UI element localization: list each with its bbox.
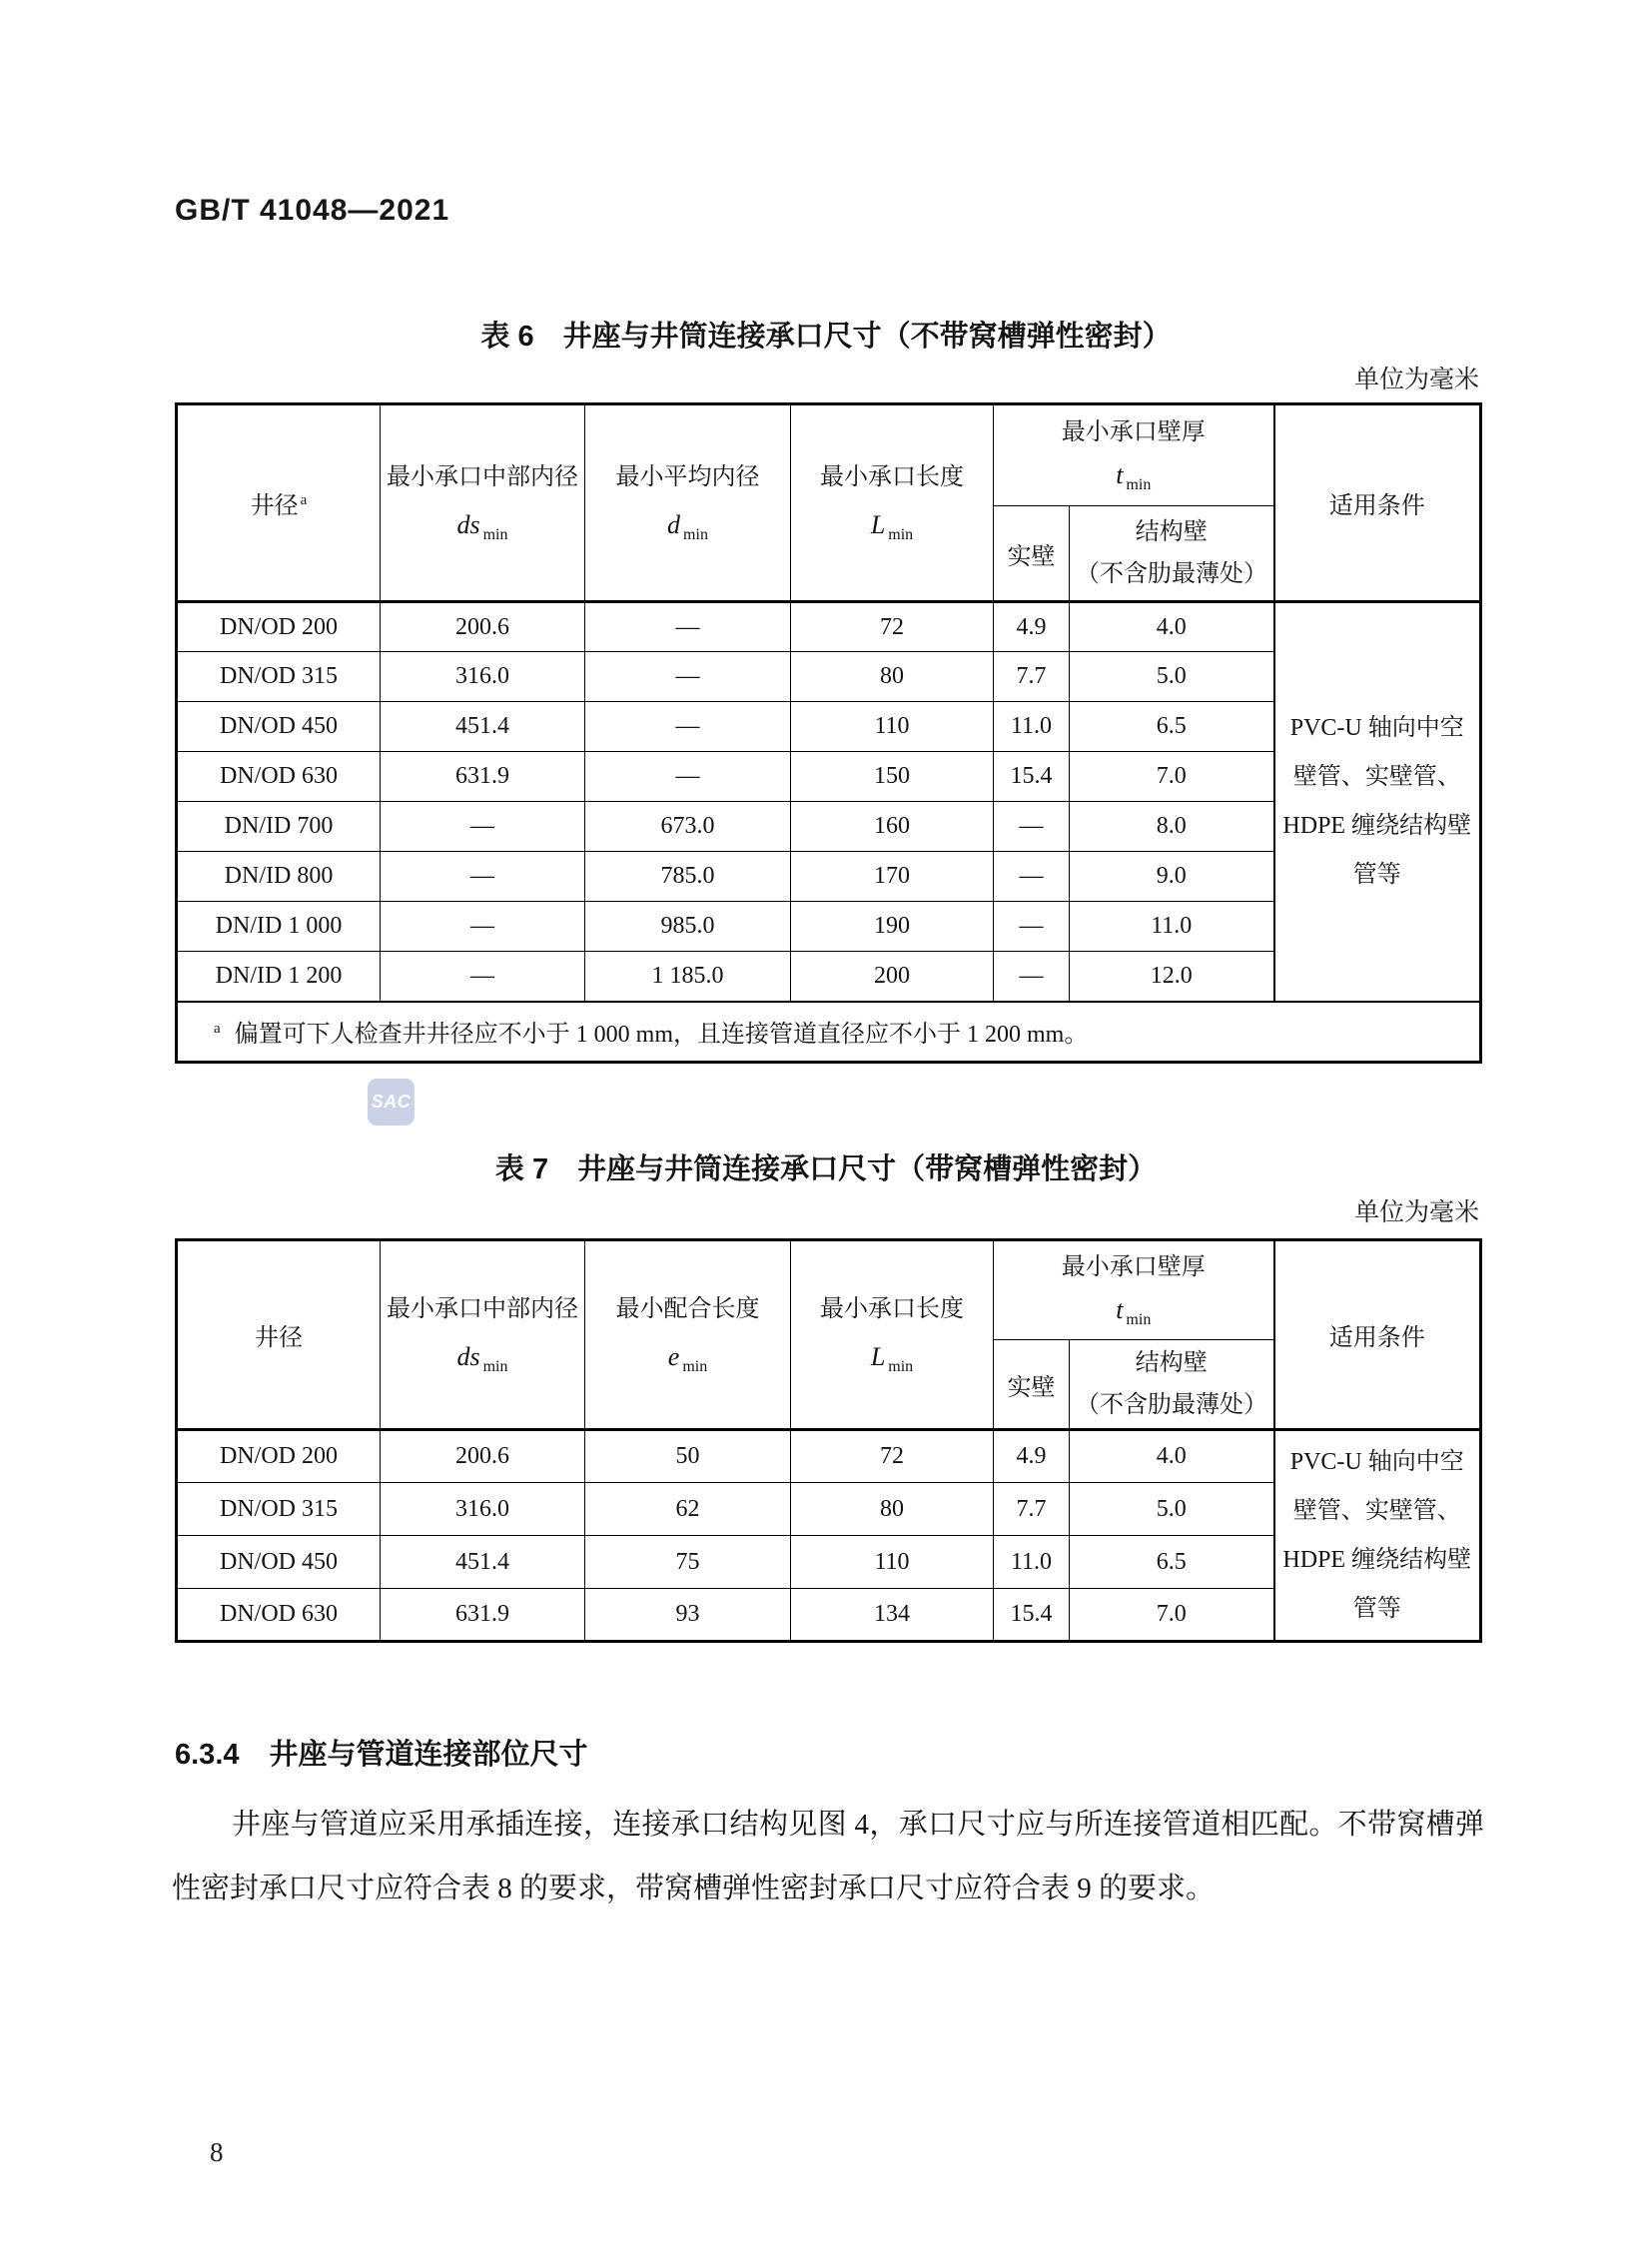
header-L-symbol	[797, 510, 987, 544]
var-ds: ds	[456, 509, 480, 539]
section-title: 井座与管道连接部位尺寸	[269, 1739, 588, 1771]
table6	[175, 402, 1482, 1064]
cell-struct: 6.5	[1070, 1536, 1274, 1589]
cell-struct: 5.0	[1070, 652, 1274, 702]
header-ds-label: 最小承口中部内径	[387, 464, 578, 491]
table6-header-L	[791, 404, 994, 602]
header-e-symbol	[591, 1342, 784, 1376]
cell-d: 985.0	[585, 902, 791, 952]
footnote-marker-a: a	[214, 1021, 221, 1037]
table6-header-conditions: 适用条件	[1274, 404, 1481, 602]
section-heading-6-3-4	[175, 1732, 588, 1773]
cell-L: 72	[791, 1430, 994, 1483]
body-paragraph: 井座与管道应采用承插连接，连接承口结构见图 4，承口尺寸应与所连接管道相匹配。不带窝槽弹性密封承口尺寸应符合表 8 的要求，带窝槽弹性密封承口尺寸应符合表 9 的要求。	[172, 1809, 1484, 1904]
sub-min: min	[1126, 1311, 1152, 1329]
table-row	[177, 1430, 1481, 1483]
cell-solid: —	[994, 802, 1070, 852]
cell-d: 1 185.0	[585, 952, 791, 1002]
cell-ds: 200.6	[381, 1430, 585, 1483]
header-t-label: 最小承口壁厚	[1061, 418, 1206, 445]
table6-applicable-conditions: PVC-U 轴向中空壁管、实壁管、HDPE 缠绕结构壁管等	[1274, 602, 1481, 1002]
sub-min: min	[888, 525, 914, 543]
table7-header-e	[585, 1240, 791, 1430]
table6-footnote	[177, 1002, 1481, 1063]
cell-e: 50	[585, 1430, 791, 1483]
table6-header-d	[585, 404, 791, 602]
cell-struct: 7.0	[1070, 1589, 1274, 1642]
header-ds-label: 最小承口中部内径	[387, 1296, 578, 1323]
footnote-text: 偏置可下人检查井井径应不小于 1 000 mm，且连接管道直径应不小于 1 200 mm。	[234, 1022, 1089, 1048]
table7-header-structured-wall	[1070, 1340, 1274, 1430]
table7-unit-label: 单位为毫米	[1353, 1199, 1479, 1226]
table6-footnote-row	[177, 1002, 1481, 1063]
table7-header-row-1	[177, 1240, 1481, 1340]
sub-min: min	[1126, 476, 1152, 494]
cell-d: —	[585, 602, 791, 652]
cell-d: —	[585, 652, 791, 702]
var-L: L	[870, 1341, 886, 1371]
table7-applicable-conditions: PVC-U 轴向中空壁管、实壁管、HDPE 缠绕结构壁管等	[1274, 1430, 1481, 1642]
table7-header-solid-wall: 实壁	[994, 1340, 1070, 1430]
table6-title: 表 6 井座与井筒连接承口尺寸（不带窝槽弹性密封）	[480, 321, 1172, 353]
table6-header-diameter	[177, 404, 381, 602]
cell-L: 200	[791, 952, 994, 1002]
cell-solid: 7.7	[994, 1483, 1070, 1536]
cell-struct: 4.0	[1070, 602, 1274, 652]
table7-header-L	[791, 1240, 994, 1430]
var-t: t	[1116, 460, 1124, 490]
cell-solid: 11.0	[994, 1536, 1070, 1589]
cell-e: 75	[585, 1536, 791, 1589]
header-L-label: 最小承口长度	[820, 464, 964, 491]
section-number: 6.3.4	[175, 1739, 240, 1771]
cell-diameter: DN/OD 630	[177, 1589, 381, 1642]
cell-ds: 451.4	[381, 1536, 585, 1589]
structured-wall-line1: 结构壁	[1135, 519, 1208, 545]
cell-ds: —	[381, 802, 585, 852]
table6-header-structured-wall	[1070, 506, 1274, 602]
cell-ds: 316.0	[381, 652, 585, 702]
structured-wall-line1: 结构壁	[1135, 1350, 1208, 1376]
cell-struct: 9.0	[1070, 852, 1274, 902]
header-ds-symbol	[387, 510, 578, 544]
table7-header-ds	[381, 1240, 585, 1430]
table7-header-conditions: 适用条件	[1274, 1240, 1481, 1430]
cell-L: 110	[791, 702, 994, 752]
cell-solid: —	[994, 902, 1070, 952]
sub-min: min	[888, 1357, 914, 1375]
var-ds: ds	[456, 1341, 480, 1371]
var-d: d	[667, 509, 681, 539]
cell-ds: 631.9	[381, 1589, 585, 1642]
table6-header-wall-thickness-group	[994, 404, 1274, 506]
table6-header-row-1	[177, 404, 1481, 506]
var-t: t	[1116, 1295, 1124, 1325]
header-d-label: 最小平均内径	[615, 464, 760, 491]
var-L: L	[870, 509, 886, 539]
cell-L: 190	[791, 902, 994, 952]
cell-solid: 4.9	[994, 1430, 1070, 1483]
cell-L: 160	[791, 802, 994, 852]
cell-struct: 11.0	[1070, 902, 1274, 952]
cell-d: 785.0	[585, 852, 791, 902]
footnote-marker-a: a	[300, 492, 308, 508]
cell-struct: 6.5	[1070, 702, 1274, 752]
structured-wall-line2: （不含肋最薄处）	[1076, 561, 1267, 587]
table7	[175, 1238, 1482, 1643]
cell-struct: 7.0	[1070, 752, 1274, 802]
header-t-label: 最小承口壁厚	[1061, 1253, 1206, 1280]
cell-diameter: DN/ID 1 000	[177, 902, 381, 952]
sub-min: min	[682, 1357, 708, 1375]
cell-ds: 451.4	[381, 702, 585, 752]
cell-struct: 5.0	[1070, 1483, 1274, 1536]
cell-L: 170	[791, 852, 994, 902]
cell-struct: 4.0	[1070, 1430, 1274, 1483]
cell-L: 134	[791, 1589, 994, 1642]
table7-title: 表 7 井座与井筒连接承口尺寸（带窝槽弹性密封）	[494, 1153, 1158, 1185]
var-e: e	[667, 1341, 680, 1371]
cell-diameter: DN/OD 450	[177, 702, 381, 752]
cell-ds: 200.6	[381, 602, 585, 652]
cell-diameter: DN/ID 800	[177, 852, 381, 902]
cell-d: —	[585, 702, 791, 752]
sub-min: min	[683, 525, 708, 543]
table7-header-wall-thickness-group	[994, 1240, 1274, 1340]
header-diameter-label: 井径	[250, 493, 299, 519]
table6-header-ds	[381, 404, 585, 602]
structured-wall-line2: （不含肋最薄处）	[1076, 1392, 1267, 1418]
cell-solid: 15.4	[994, 1589, 1070, 1642]
cell-diameter: DN/OD 450	[177, 1536, 381, 1589]
cell-L: 80	[791, 652, 994, 702]
cell-diameter: DN/OD 200	[177, 1430, 381, 1483]
cell-struct: 12.0	[1070, 952, 1274, 1002]
cell-diameter: DN/ID 700	[177, 802, 381, 852]
header-t-symbol	[1000, 460, 1267, 494]
sac-watermark-text: SAC	[371, 1092, 412, 1112]
header-d-symbol	[591, 510, 784, 544]
cell-solid: 4.9	[994, 602, 1070, 652]
cell-diameter: DN/OD 630	[177, 752, 381, 802]
cell-solid: 15.4	[994, 752, 1070, 802]
cell-ds: —	[381, 852, 585, 902]
cell-e: 62	[585, 1483, 791, 1536]
cell-L: 80	[791, 1483, 994, 1536]
sub-min: min	[482, 525, 508, 543]
sub-min: min	[482, 1357, 508, 1375]
cell-L: 72	[791, 602, 994, 652]
header-L-label: 最小承口长度	[820, 1296, 964, 1323]
cell-ds: 631.9	[381, 752, 585, 802]
cell-L: 110	[791, 1536, 994, 1589]
cell-d: 673.0	[585, 802, 791, 852]
cell-e: 93	[585, 1589, 791, 1642]
cell-struct: 8.0	[1070, 802, 1274, 852]
header-L-symbol	[797, 1342, 987, 1376]
cell-diameter: DN/ID 1 200	[177, 952, 381, 1002]
cell-diameter: DN/OD 315	[177, 652, 381, 702]
table-row	[177, 602, 1481, 652]
cell-diameter: DN/OD 315	[177, 1483, 381, 1536]
cell-solid: —	[994, 952, 1070, 1002]
header-ds-symbol	[387, 1342, 578, 1376]
cell-ds: —	[381, 902, 585, 952]
cell-L: 150	[791, 752, 994, 802]
cell-d: —	[585, 752, 791, 802]
cell-ds: 316.0	[381, 1483, 585, 1536]
cell-diameter: DN/OD 200	[177, 602, 381, 652]
sac-watermark-logo	[368, 1079, 414, 1126]
table6-header-solid-wall: 实壁	[994, 506, 1070, 602]
table7-header-diameter: 井径	[177, 1240, 381, 1430]
header-t-symbol	[1000, 1295, 1267, 1329]
cell-solid: 7.7	[994, 652, 1070, 702]
cell-solid: —	[994, 852, 1070, 902]
table6-unit-label: 单位为毫米	[1353, 367, 1479, 393]
header-e-label: 最小配合长度	[615, 1296, 760, 1323]
cell-solid: 11.0	[994, 702, 1070, 752]
standard-number: GB/T 41048—2021	[175, 194, 450, 227]
cell-ds: —	[381, 952, 585, 1002]
page-number: 8	[210, 2137, 224, 2167]
